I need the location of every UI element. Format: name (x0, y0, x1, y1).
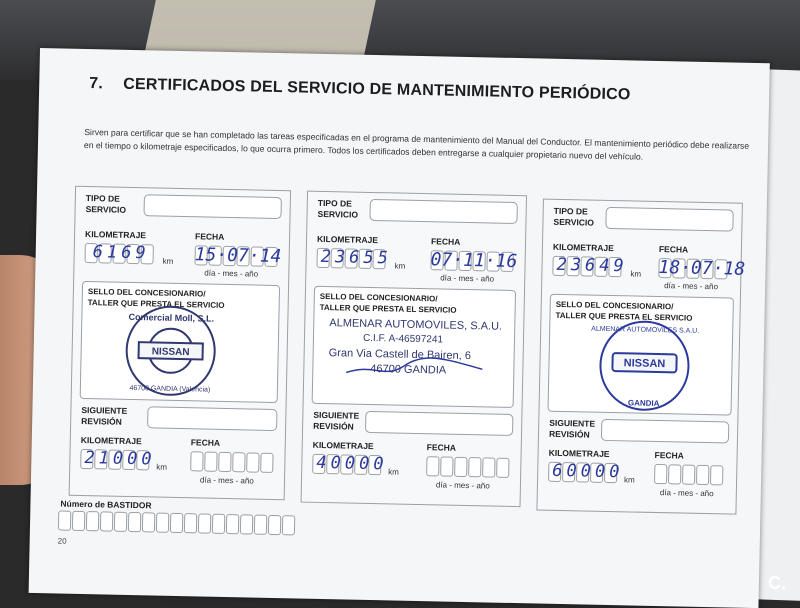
service-certificate-2 (301, 191, 527, 508)
dealer-stamp-label: SELLO DEL CONCESIONARIO/ TALLER QUE PRESTA EL SERVICIO (319, 291, 457, 315)
service-type-label: TIPO DE SERVICIO (317, 197, 359, 220)
next-date-label: FECHA (426, 442, 457, 453)
next-date-boxes[interactable] (654, 464, 723, 485)
next-service-label: SIGUIENTE REVISIÓN (313, 409, 360, 432)
next-date-boxes[interactable] (426, 456, 509, 478)
date-format: día - mes - año (659, 488, 714, 499)
next-service-label: SIGUIENTE REVISIÓN (548, 417, 596, 440)
maintenance-booklet-page (29, 48, 770, 608)
km-unit: km (388, 467, 399, 477)
next-service-field[interactable] (601, 419, 729, 444)
watermark: C. (768, 573, 786, 593)
km-unit: km (156, 462, 168, 472)
next-date-label: FECHA (190, 437, 221, 448)
dealer-name: ALMENAR AUTOMOVILES, S.A.U. (329, 317, 503, 333)
next-service-field[interactable] (147, 406, 277, 431)
next-mileage-label: KILOMETRAJE (548, 447, 610, 460)
next-mileage-value: 21000 (84, 448, 156, 470)
vin-boxes[interactable] (58, 510, 295, 535)
dealer-round-stamp (114, 300, 228, 402)
next-date-boxes[interactable] (190, 451, 273, 473)
stamp-location: GANDIA (627, 398, 660, 409)
stamp-company: ALMENAR AUTOMOVILES S.A.U. (591, 325, 700, 335)
next-mileage-value: 60000 (552, 460, 624, 483)
signature (344, 350, 485, 383)
vin-label: Número de BASTIDOR (60, 498, 152, 511)
date-format: día - mes - año (664, 281, 719, 292)
dealer-stamp-label: SELLO DEL CONCESIONARIO/ TALLER QUE PRESTA EL SERVICIO (87, 287, 225, 310)
section-title: CERTIFICADOS DEL SERVICIO DE MANTENIMIENTO PERIÓDICO (123, 75, 631, 104)
service-type-field[interactable] (369, 199, 517, 224)
date-label: FECHA (194, 231, 225, 242)
intro-text: Sirven para certificar que se han completado las tareas especificadas en el programa de mantenimiento del Manual del Conductor. El mantenimiento periódico debe realizarse en el tiempo o kilometraje especificados, lo que ocurra primero. Todos los certificados deben entregarse a cualquier propietario nuevo del vehículo. (83, 126, 750, 162)
dealer-round-stamp (587, 315, 701, 417)
service-type-field[interactable] (605, 207, 733, 232)
date-format: día - mes - año (440, 273, 495, 284)
next-mileage-label: KILOMETRAJE (80, 434, 142, 447)
date-value: 18·07·18 (658, 257, 746, 280)
date-value: 15·07·14 (194, 244, 282, 268)
dealer-cif: C.I.F. A-46597241 (362, 332, 444, 346)
date-format: día - mes - año (204, 268, 259, 279)
section-number: 7. (89, 75, 104, 93)
next-service-label: SIGUIENTE REVISIÓN (81, 404, 128, 427)
mileage-label: KILOMETRAJE (85, 228, 147, 241)
km-unit: km (162, 256, 174, 266)
car-seat (144, 0, 376, 55)
service-certificate-3 (536, 199, 746, 515)
page-title (89, 75, 631, 104)
dealer-city: 46700 GANDIA (370, 362, 447, 377)
date-value: 07·11·16 (430, 249, 518, 273)
stamp-location: 46700 GANDIA (Valencia) (129, 384, 211, 394)
km-unit: km (630, 269, 642, 279)
mileage-label: KILOMETRAJE (316, 233, 379, 246)
km-unit: km (623, 475, 635, 485)
next-date-label: FECHA (654, 449, 684, 461)
km-unit: km (394, 261, 406, 271)
date-label: FECHA (430, 236, 461, 247)
mileage-value: 23655 (320, 246, 393, 269)
next-mileage-label: KILOMETRAJE (312, 439, 374, 452)
date-format: día - mes - año (199, 475, 254, 486)
service-type-label: TIPO DE SERVICIO (85, 192, 127, 215)
dealer-address: Gran Via Castell de Bairen, 6 (328, 347, 472, 363)
next-mileage-value: 40000 (316, 452, 388, 475)
mileage-value: 6169 (92, 242, 150, 264)
stamp-brand: NISSAN (151, 346, 190, 359)
dealer-stamp-label: SELLO DEL CONCESIONARIO/ TALLER QUE PRESTA EL SERVICIO (555, 299, 693, 323)
date-format: día - mes - año (435, 480, 490, 491)
page-number: 20 (57, 536, 67, 546)
next-service-field[interactable] (365, 411, 513, 436)
service-type-label: TIPO DE SERVICIO (553, 205, 595, 228)
service-certificate-1 (69, 186, 291, 500)
service-type-field[interactable] (144, 194, 282, 219)
mileage-label: KILOMETRAJE (552, 241, 614, 254)
stamp-company: Comercial Moll, S.L. (128, 311, 215, 324)
mileage-value: 23649 (556, 254, 628, 277)
date-label: FECHA (658, 244, 689, 255)
stamp-brand: NISSAN (623, 357, 666, 371)
